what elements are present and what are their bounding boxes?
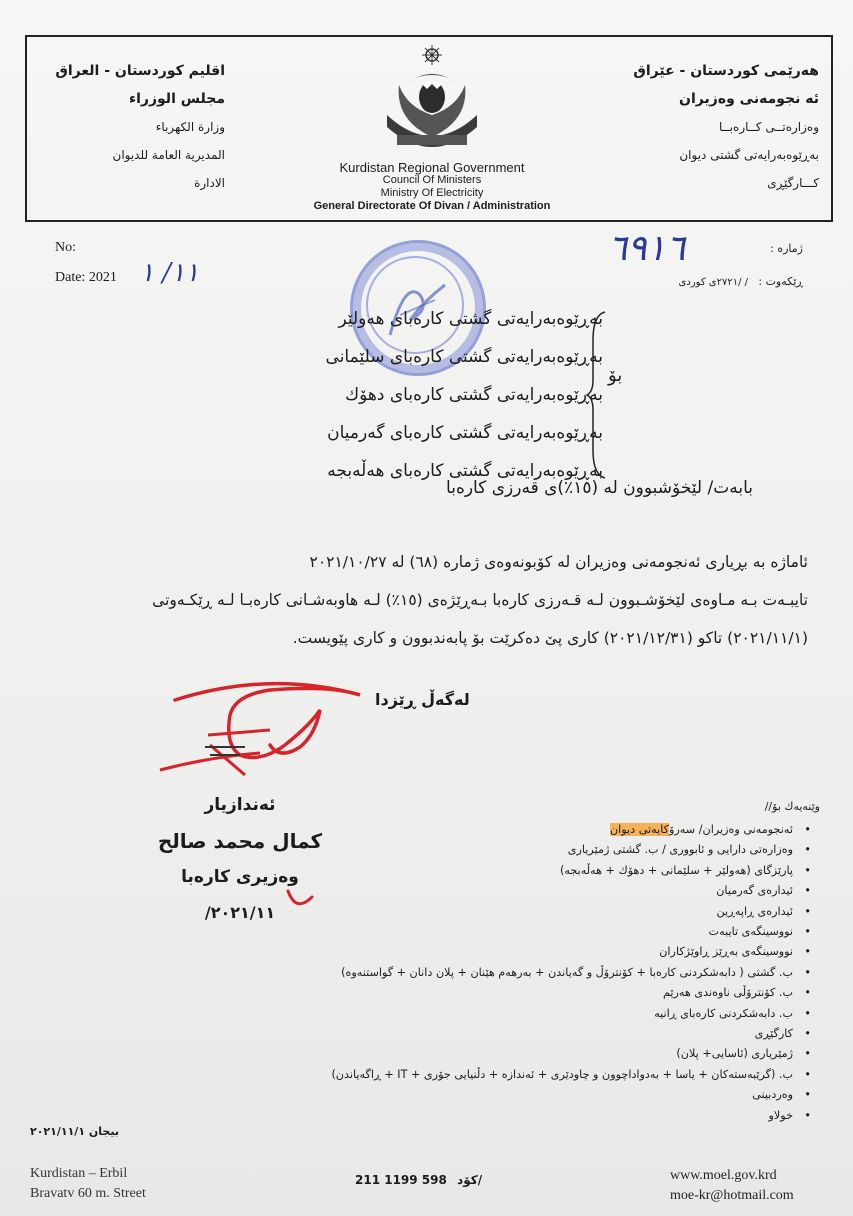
signer-position: وەزیری کارەبا (181, 867, 299, 887)
highlighted-text: کایەتی دیوان (609, 823, 669, 836)
date-handwritten: ١١/ ١ (140, 258, 199, 288)
arabic-ministry: وزارة الكهرباء (155, 120, 225, 134)
cc-item: وەردبینی • (173, 1085, 793, 1105)
footer-email[interactable]: moe-kr@hotmail.com (670, 1188, 794, 1203)
addressee-item: بەڕێوەبەرایەتی گشتی کارەبای هەڵەبجە (327, 461, 603, 481)
en-government: Kurdistan Regional Government (339, 160, 525, 175)
cc-item: نووسینگەی بەڕێز ڕاوێژکاران • (173, 942, 793, 962)
arabic-region: اقليم كوردستان - العراق (55, 63, 225, 79)
footer-contact (670, 1166, 794, 1206)
letterhead (25, 35, 833, 222)
body-line: تایبـەت بـە مـاوەی لێخۆشـبوون لـە قـەرزی کارەبا بـەڕێژەی (١٥٪) لـە هاوبەشـانی کارەبـا لـە ڕێکـەوتی (152, 591, 808, 609)
kurdish-ministry: وەزارەتــی کــارەبــا (719, 120, 819, 134)
arabic-administration: الادارة (194, 176, 225, 190)
zhmara-label: ژماره : (770, 242, 803, 255)
cc-item: ئیدارەی ڕاپەڕین • (173, 902, 793, 922)
addressee-list (163, 300, 603, 490)
signature-date: ٢٠٢١/١١/ (204, 903, 276, 922)
footer-city: Kurdistan – Erbil (30, 1166, 128, 1181)
rekawt-label: ڕێکەوت : (758, 275, 803, 288)
addressee-item: بەڕێوەبەرایەتی گشتی کارەبای دهۆك (345, 385, 603, 405)
addressee-item: بەڕێوەبەرایەتی گشتی کارەبای گەرمیان (327, 423, 603, 443)
cc-item: کارگێڕی • (173, 1024, 793, 1044)
footer-street: Bravatv 60 m. Street (30, 1186, 146, 1201)
arabic-directorate: المديرية العامة للديوان (112, 148, 225, 162)
date-label: Date: 2021 (55, 270, 117, 285)
letterhead-kurdish (599, 57, 819, 197)
cc-item: نووسینگەی تایبەت • (173, 922, 793, 942)
no-label: No: (55, 240, 76, 255)
kurdish-directorate: بەڕێوەبەرایەتی گشتی دیوان (679, 148, 819, 162)
code-value: 211 1199 598 (355, 1173, 447, 1187)
cc-item: خولاو • (173, 1106, 793, 1126)
krg-emblem-icon (377, 45, 487, 157)
signer-title: ئەندازیار (204, 795, 276, 815)
bijan-note: بیجان ٢٠٢١/١١/١ (30, 1125, 119, 1138)
cc-item: ژمێریاری (ئاسایی+ پلان) • (173, 1044, 793, 1064)
addressee-item: بەڕێوەبەرایەتی گشتی کارەبای هەولێر (338, 309, 603, 329)
addressee-bracket (585, 310, 607, 480)
body-line: (٢٠٢١/١١/١) تاکو (٢٠٢١/١٢/٣١) کاری پێ دەکرێت بۆ پابەندبوون و کاری پێویست. (292, 629, 808, 647)
en-ministry: Ministry Of Electricity (380, 187, 484, 199)
letter-body (48, 543, 808, 657)
kurdish-council: ئە نجومەنی وەزیران (679, 91, 819, 107)
footer-code (355, 1173, 482, 1187)
signature-icon (150, 675, 380, 785)
cc-list (173, 820, 793, 1126)
letterhead-center (302, 45, 562, 213)
en-directorate: General Directorate Of Divan / Administration (313, 200, 551, 212)
cc-item: ئیدارەی گەرمیان • (173, 881, 793, 901)
footer-website[interactable]: www.moel.gov.krd (670, 1168, 777, 1183)
letterhead-arabic (35, 57, 225, 197)
en-council: Council Of Ministers (382, 174, 482, 186)
cc-item: ب. (گرێبەستەکان + یاسا + بەدواداچوون و چاودێری + ئەندازە + دڵنیایی جۆری + IT + ڕاگەیاندن) • (173, 1065, 793, 1085)
cc-item: ب. کۆنترۆڵی ناوەندی هەرێم • (173, 983, 793, 1003)
cc-item: ئەنجومەنی وەزیران/ سەرۆکایەتی دیوان • (173, 820, 793, 840)
code-label: کۆد/ (457, 1173, 483, 1187)
regards-text: لەگەڵ ڕێزدا (375, 690, 470, 709)
kurdish-region: هەرێمی کوردستان - عێراق (633, 63, 819, 79)
subject-line: بابەت/ لێخۆشبوون لە (١٥٪)ی قەرزی کارەبا (446, 478, 753, 498)
to-label: بۆ (608, 365, 623, 386)
zhmara-value: ٦٩١٦ (608, 228, 686, 269)
body-line: ئاماژە بە بڕیاری ئەنجومەنی وەزیران لە کۆبونەوەی ژمارە (٦٨) لە ٢٠٢١/١٠/٢٧ (309, 553, 808, 571)
rekawt-value: / /٢٧٢١ی کوردی (678, 277, 748, 288)
arabic-council: مجلس الوزراء (128, 91, 225, 107)
cc-item: وەزارەتی دارایی و ئابووری / ب. گشتی ژمێریاری • (173, 840, 793, 860)
cc-item: ب. گشتی ( دابەشکردنی کارەبا + کۆنترۆڵ و گەیاندن + بەرهەم هێنان + پلان دانان + گواستنەوە) • (173, 963, 793, 983)
cc-item: پارێزگای (هەولێر + سلێمانی + دهۆك + هەڵەبجە) • (173, 861, 793, 881)
signer-name: کمال محمد صالح (157, 829, 323, 853)
kurdish-administration: کـــارگێڕی (767, 176, 819, 190)
addressee-item: بەڕێوەبەرایەتی گشتی کارەبای سلێمانی (325, 347, 603, 367)
footer-address (30, 1164, 146, 1204)
cc-title: وێنەیەك بۆ// (764, 800, 820, 813)
cc-item: ب. دابەشکردنی کارەبای ڕانیە • (173, 1004, 793, 1024)
